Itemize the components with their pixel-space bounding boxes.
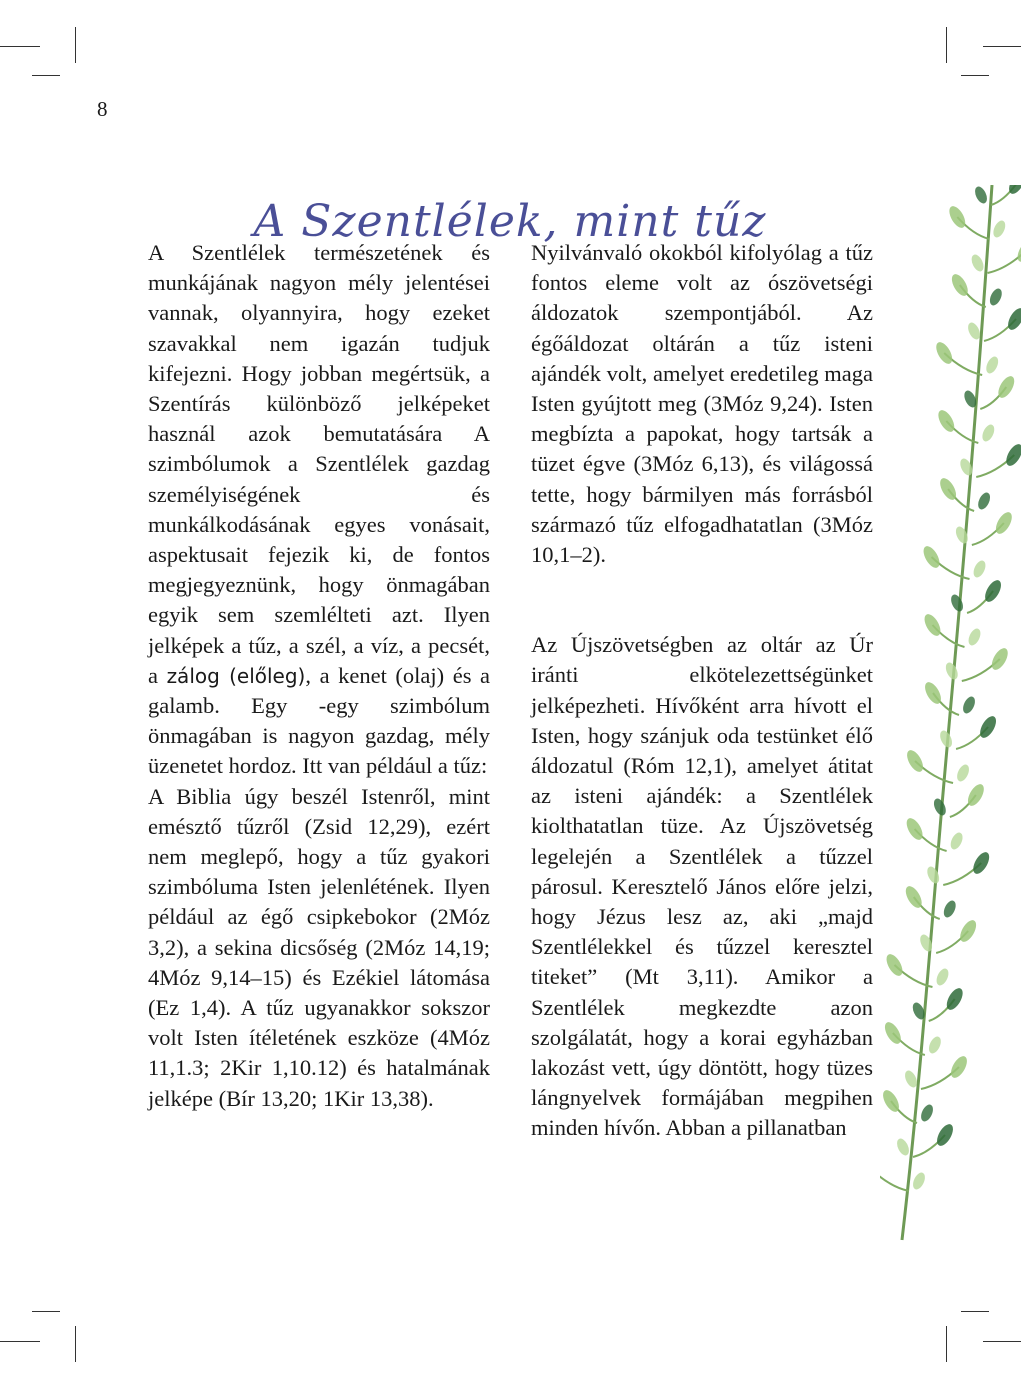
bud-icon	[927, 1035, 944, 1056]
leaf-icon	[920, 544, 942, 571]
bud-icon	[948, 831, 965, 852]
bud-icon	[969, 253, 986, 274]
crop-mark-tl-v	[75, 27, 76, 63]
paragraph-old-testament: Nyilvánvaló okokból kifolyólag a tűz fontos eleme volt az ószövetségi áldozatok szempontjából. Az égőáldozat oltárán a tűz isteni ajándék volt, amelyet eredetileg maga Isten gyújtott meg (3Móz 9,24). Isten megbízta a papokat, hogy tartsák a tüzet égve (3Móz 6,13), és világossá tette, hogy bármilyen más forrásból származó tűz elfogadhatatlan (3Móz 10,1–2).	[531, 240, 873, 568]
crop-mark-br-h2	[983, 1341, 1021, 1342]
bud-icon	[949, 593, 966, 614]
leaf-icon	[921, 612, 943, 639]
pledge-term: zálog (előleg)	[166, 663, 306, 688]
bud-icon	[955, 763, 972, 784]
leaf-icon	[903, 816, 925, 843]
leaf-icon	[933, 340, 955, 367]
paragraph-fire-in-bible: A Biblia úgy beszél Istenről, mint emésztő tűzről (Zsid 12,29), ezért nem meglepő, hogy a tűz gyakori szimbóluma Isten jelenlétének. Ilyen például az égő csipkebokor (2Móz 3,2), a sekina dicsőség (2Móz 14,19; 4Móz 9,14–15) és Ezékiel látomása (Ez 1,4). A tűz ugyanakkor sokszor volt Isten ítéletének eszköze (4Móz 11,1.3; 2Kir 1,10.12) és hatalmának jelképe (Bír 13,20; 1Kir 13,38).	[148, 783, 490, 1111]
bud-icon	[932, 797, 949, 818]
crop-mark-bl-h	[32, 1311, 60, 1312]
leaf-icon	[957, 918, 979, 945]
crop-mark-tl-h2	[32, 75, 60, 76]
leaf-icon	[993, 510, 1015, 537]
bud-icon	[938, 729, 955, 750]
bud-icon	[941, 899, 958, 920]
leaf-icon	[883, 952, 905, 979]
vine-decoration-icon	[880, 185, 1021, 1245]
vine-stem	[988, 251, 1021, 273]
leaf-icon	[934, 1122, 956, 1149]
crop-mark-tr-h	[983, 46, 1021, 47]
leaf-icon	[935, 408, 957, 435]
bud-icon	[971, 559, 988, 580]
bud-icon	[911, 1171, 928, 1192]
bud-icon	[987, 287, 1004, 308]
leaf-icon	[946, 204, 968, 231]
crop-mark-br-v	[946, 1326, 947, 1362]
leaf-icon	[904, 748, 926, 775]
leaf-icon	[948, 1054, 970, 1081]
right-column	[531, 238, 873, 1144]
paragraph-gap	[531, 570, 873, 630]
crop-mark-tr-h2	[961, 75, 989, 76]
bud-icon	[976, 491, 993, 512]
page-number: 8	[97, 97, 108, 121]
paragraph-symbols-text-a: A Szentlélek természetének és munkájának nagyon mély jelentései vannak, olyannyira, hogy ezeket szavakkal nem igazán tudjuk kifejezni. Hogy jobban megértsük, a Szentírás különböző jelképeket használ azok bemutatására A szimbólumok a Szentlélek gazdag személyiségének és munkálkodásának egyes vonásait, aspektusait fejezik ki, de fontos megjegyeznünk, hogy önmagában egyik sem szemlélteti azt. Ilyen jelképek a tűz, a szél, a víz, a pecsét, a	[148, 240, 490, 688]
leaf-icon	[970, 850, 992, 877]
bud-icon	[984, 355, 1001, 376]
bud-icon	[943, 661, 960, 682]
crop-mark-tr-v	[946, 27, 947, 63]
bud-icon	[991, 219, 1008, 240]
bud-icon	[925, 865, 942, 886]
leaf-icon	[1003, 442, 1021, 469]
crop-mark-tl-h	[0, 46, 40, 47]
page-title: A Szentlélek, mint tűz	[253, 196, 767, 248]
crop-mark-bl-h2	[0, 1341, 40, 1342]
bud-icon	[980, 423, 997, 444]
left-column	[148, 238, 490, 1114]
paragraph-symbols	[148, 238, 490, 782]
leaf-icon	[989, 646, 1011, 673]
paragraph-new-testament: Az Újszövetségben az oltár az Úr iránti elkötelezettségünket jelképezheti. Hívőként arra hívott el Isten, hogy szánjuk oda testünket élő áldozatul (Róm 12,1), amelyet átitat az isteni ajándék: a Szentlélek kiolthatatlan tüze. Az Újszövetség legelején a Szentlélek a tűzzel párosul. Keresztelő János előre jelzi, hogy Jézus lesz az, aki „majd Szentlélekkel és tűzzel keresztel titeket” (Mt 3,11). Amikor a Szentlélek megkezdte azon szolgálatát, hogy a korai egyházban lakozást vett, úgy döntött, hogy tüzes lángnyelvek formájában megpihen minden hívőn. Abban a pillanatban	[531, 632, 873, 1141]
crop-mark-bl-v	[75, 1326, 76, 1362]
bud-icon	[954, 525, 971, 546]
leaf-icon	[977, 714, 999, 741]
paragraph-symbols-text-b: , a kenet (olaj) és a galamb. Egy -egy szimbólum önmagában is nagyon gazdag, mély üzenetet hordoz. Itt van például a tűz:	[148, 662, 490, 779]
bud-icon	[966, 627, 983, 648]
bud-icon	[961, 695, 978, 716]
bud-icon	[895, 1137, 912, 1158]
bud-icon	[973, 185, 990, 205]
vine-stem	[880, 1169, 909, 1191]
crop-mark-br-h	[961, 1311, 989, 1312]
bud-icon	[934, 967, 951, 988]
bud-icon	[919, 1103, 936, 1124]
leaf-icon	[882, 1020, 904, 1047]
